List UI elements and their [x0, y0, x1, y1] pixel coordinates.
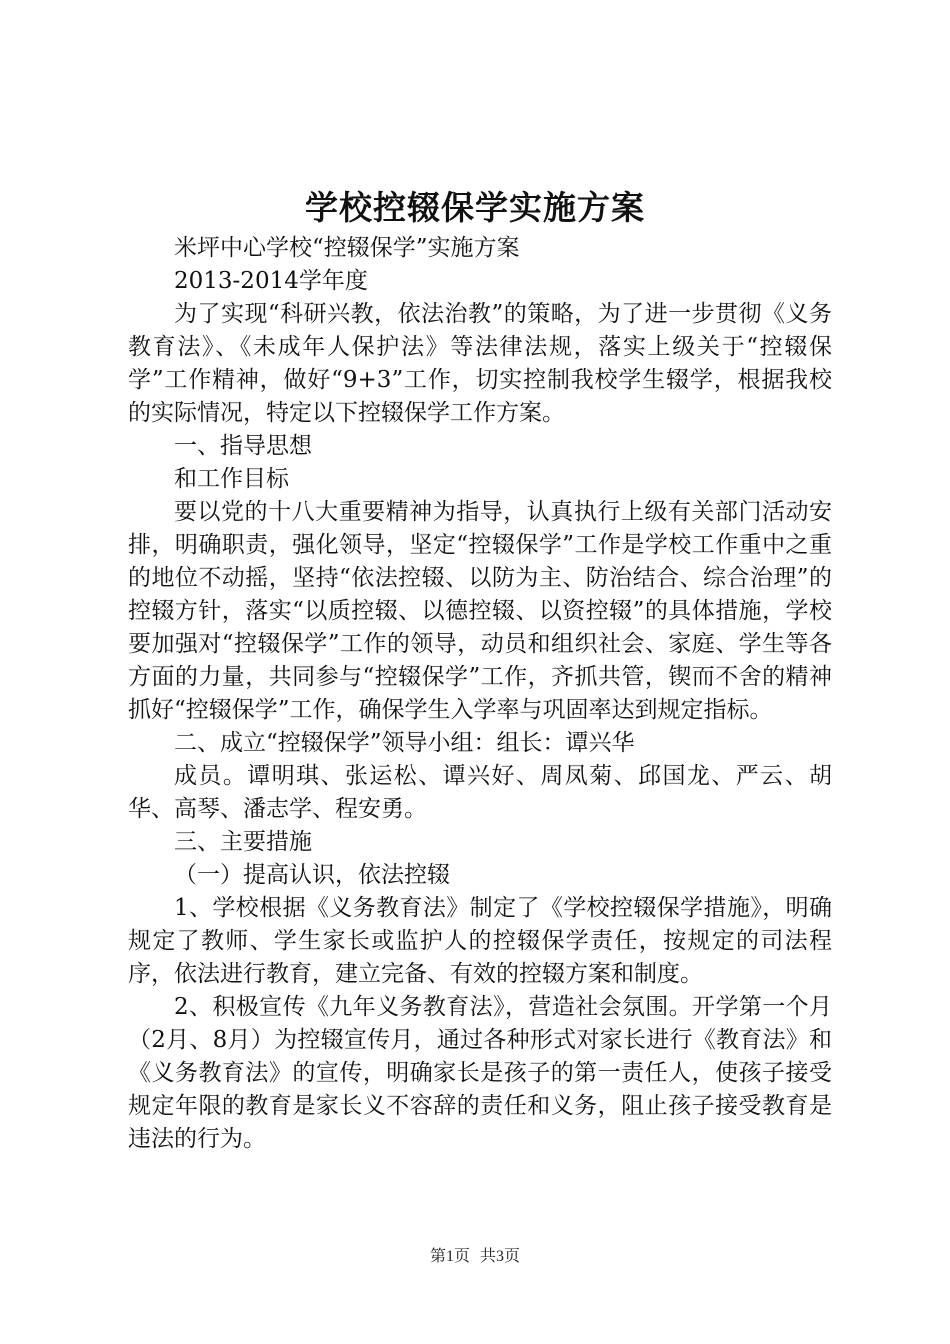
- heading-leadership-group: 二、成立“控辍保学”领导小组：组长：谭兴华: [174, 730, 635, 756]
- paragraph-intro: 为了实现“科研兴教，依法治教”的策略，为了进一步贯彻《义务教育法》、《未成年人保护法》等法律法规，落实上级关于“控辍保学”工作精神，做好“9+3”工作，切实控制我校学生辍学，根据我校的实际情况，特定以下控辍保学工作方案。: [128, 301, 832, 426]
- paragraph-subtitle: 米坪中心学校“控辍保学”实施方案: [174, 235, 520, 261]
- page-total: 共3页: [480, 1248, 521, 1265]
- heading-main-measures: 三、主要措施: [174, 829, 312, 855]
- document-title: 学校控辍保学实施方案: [305, 188, 645, 227]
- paragraph-measure-1-1: 1、学校根据《义务教育法》制定了《学校控辍保学措施》，明确规定了教师、学生家长或监护人的控辍保学责任，按规定的司法程序，依法进行教育，建立完备、有效的控辍方案和制度。: [128, 895, 832, 987]
- heading-guiding-thought: 一、指导思想: [174, 433, 312, 459]
- page-footer: [0, 1243, 950, 1266]
- heading-work-goal: 和工作目标: [174, 466, 289, 492]
- paragraph-school-year: 2013-2014学年度: [174, 268, 368, 294]
- paragraph-guiding-content: 要以党的十八大重要精神为指导，认真执行上级有关部门活动安排，明确职责，强化领导，坚定“控辍保学”工作是学校工作重中之重的地位不动摇，坚持“依法控辍、以防为主、防治结合、综合治理”的控辍方针，落实“以质控辍、以德控辍、以资控辍”的具体措施，学校要加强对“控辍保学”工作的领导，动员和组织社会、家庭、学生等各方面的力量，共同参与“控辍保学”工作，齐抓共管，锲而不舍的精神抓好“控辍保学”工作，确保学生入学率与巩固率达到规定指标。: [128, 499, 832, 723]
- paragraph-members: 成员。谭明琪、张运松、谭兴好、周凤菊、邱国龙、严云、胡华、高琴、潘志学、程安勇。: [128, 763, 832, 822]
- paragraph-measure-1-2: 2、积极宣传《九年义务教育法》，营造社会氛围。开学第一个月（2月、8月）为控辍宣传月，通过各种形式对家长进行《教育法》和《义务教育法》的宣传，明确家长是孩子的第一责任人，使孩子接受规定年限的教育是家长义不容辞的责任和义务，阻止孩子接受教育是违法的行为。: [128, 994, 832, 1152]
- page-number: 第1页: [429, 1248, 470, 1265]
- document-body: [128, 232, 832, 1156]
- subheading-measure-1: （一）提高认识，依法控辍: [174, 862, 450, 888]
